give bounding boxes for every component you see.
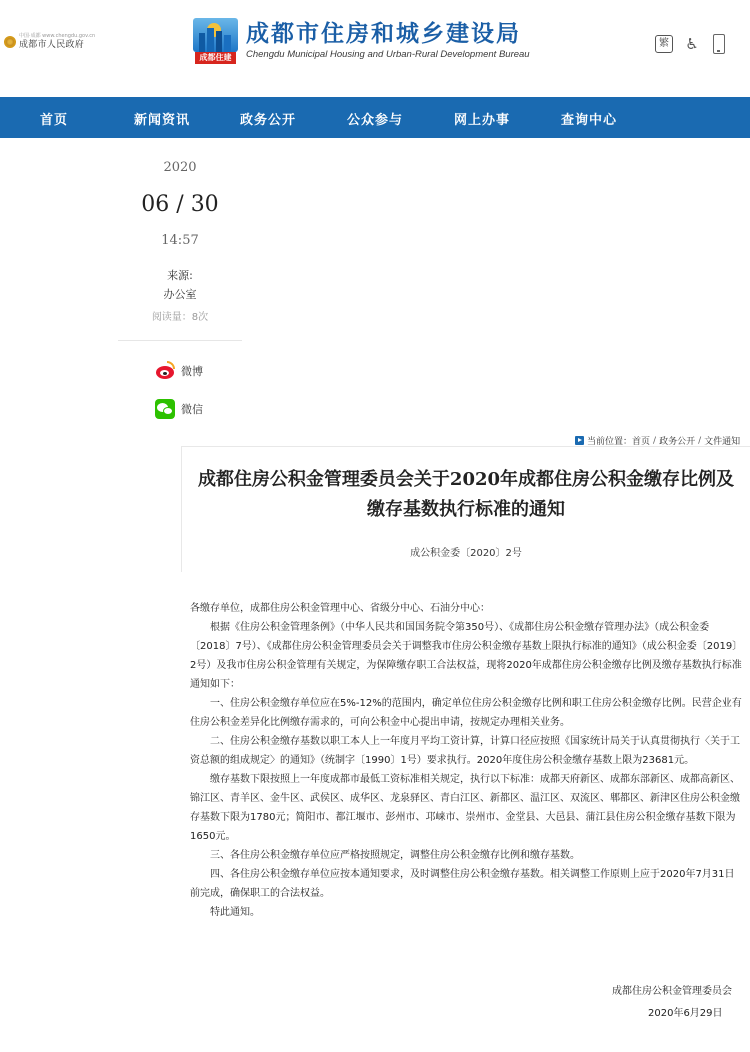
nav-public-participation[interactable]: 公众参与: [347, 113, 404, 128]
paragraph-deadline: 四、各住房公积金缴存单位应按本通知要求，及时调整住房公积金缴存基数。相关调整工作原则上应于2020年7月31日前完成，确保职工的合法权益。: [190, 869, 735, 899]
document-number: 成公积金委〔2020〕2号: [410, 548, 522, 559]
signature-date: 2020年6月29日: [648, 1008, 723, 1019]
breadcrumb-label: 当前位置：: [587, 437, 633, 447]
gov-name: 成都市人民政府: [19, 40, 85, 50]
meta-divider: [118, 340, 242, 341]
traditional-chinese-button[interactable]: 繁: [655, 35, 673, 53]
article-body: [190, 599, 742, 922]
paragraph-base-upper: 二、住房公积金缴存基数以职工本人上一年度月平均工资计算，计算口径应按照《国家统计局关于认真贯彻执行〈关于工资总额的组成规定〉的通知》（统制字〔1990〕1号）要求执行。2020年度住房公积金缴存基数上限为23681元。: [190, 736, 740, 766]
paragraph-closing: 特此通知。: [210, 907, 260, 918]
nav-online-services[interactable]: 网上办事: [454, 113, 511, 128]
wechat-icon: [155, 399, 175, 419]
publish-month-day: 06 / 30: [141, 192, 219, 217]
wheelchair-icon[interactable]: ♿: [685, 35, 699, 53]
breadcrumb-notices[interactable]: 文件通知: [704, 437, 741, 447]
breadcrumb-home[interactable]: 首页: [632, 437, 651, 447]
header-tools: [655, 34, 725, 54]
bureau-logo-icon: [193, 18, 238, 64]
chengdu-gov-logo[interactable]: [4, 34, 95, 50]
main-nav: [0, 97, 750, 138]
bureau-name-en: Chengdu Municipal Housing and Urban-Rural Development Bureau: [246, 49, 530, 60]
site-header: [0, 0, 750, 92]
source-label: 来源:: [167, 269, 193, 282]
breadcrumb: 当前位置： 首页 / 政务公开 / 文件通知: [575, 434, 740, 447]
paragraph-base-lower: 缴存基数下限按照上一年度成都市最低工资标准相关规定，执行以下标准：成都天府新区、成都东部新区、成都高新区、锦江区、青羊区、金牛区、武侯区、成华区、龙泉驿区、青白江区、新都区、温江区、双流区、郫都区、新津区住房公积金缴存基数下限为1780元；简阳市、都江堰市、彭州市、邛崃市、崇州市、金堂县、大邑县、蒲江县住房公积金缴存基数下限为1650元。: [190, 774, 740, 842]
location-arrow-icon: [575, 436, 584, 445]
brand-badge: 成都住建: [195, 52, 236, 64]
share-weibo-button[interactable]: [155, 361, 203, 381]
weibo-icon: [155, 361, 175, 381]
breadcrumb-gov-affairs[interactable]: 政务公开: [659, 437, 696, 447]
source-value: 办公室: [163, 288, 197, 301]
salutation: 各缴存单位，成都住房公积金管理中心、省级分中心、石油分中心：: [190, 603, 490, 614]
view-count: 阅读量：8次: [151, 312, 209, 323]
share-wechat-label: 微信: [181, 403, 203, 416]
bureau-brand[interactable]: [193, 18, 530, 64]
share-wechat-button[interactable]: [155, 399, 203, 419]
article-title: 成都住房公积金管理委员会关于2020年成都住房公积金缴存比例及缴存基数执行标准的通知: [197, 469, 735, 520]
paragraph-basis: 根据《住房公积金管理条例》（中华人民共和国国务院令第350号）、《成都住房公积金缴存管理办法》（成公积金委〔2018〕7号）、《成都住房公积金管理委员会关于调整我市住房公积金缴存基数上限执行标准的通知》（成公积金委〔2019〕2号）及我市住房公积金管理有关规定，为保障缴存职工合法权益，现将2020年成都住房公积金缴存比例及缴存基数执行标准通知如下：: [190, 622, 742, 690]
signature-org: 成都住房公积金管理委员会: [612, 986, 732, 997]
share-weibo-label: 微博: [181, 365, 203, 378]
bureau-name: 成都市住房和城乡建设局: [246, 21, 521, 47]
nav-gov-affairs[interactable]: 政务公开: [240, 113, 297, 128]
nav-home[interactable]: 首页: [40, 113, 69, 128]
publish-year: 2020: [163, 160, 197, 175]
mobile-icon[interactable]: [713, 34, 725, 54]
paragraph-adjust: 三、各住房公积金缴存单位应严格按照规定，调整住房公积金缴存比例和缴存基数。: [210, 850, 580, 861]
content-top-border: [181, 446, 750, 447]
gov-emblem-icon: [4, 36, 16, 48]
content-left-border: [181, 446, 182, 572]
publish-time: 14:57: [161, 233, 199, 248]
paragraph-ratio: 一、住房公积金缴存单位应在5%-12%的范围内，确定单位住房公积金缴存比例和职工住房公积金缴存比例。民营企业有住房公积金差异化比例缴存需求的，可向公积金中心提出申请，按规定办理相关业务。: [190, 698, 742, 728]
gov-small-text: 中国·成都 www.chengdu.gov.cn: [19, 33, 96, 39]
nav-news[interactable]: 新闻资讯: [134, 113, 191, 128]
nav-query-center[interactable]: 查询中心: [561, 113, 618, 128]
